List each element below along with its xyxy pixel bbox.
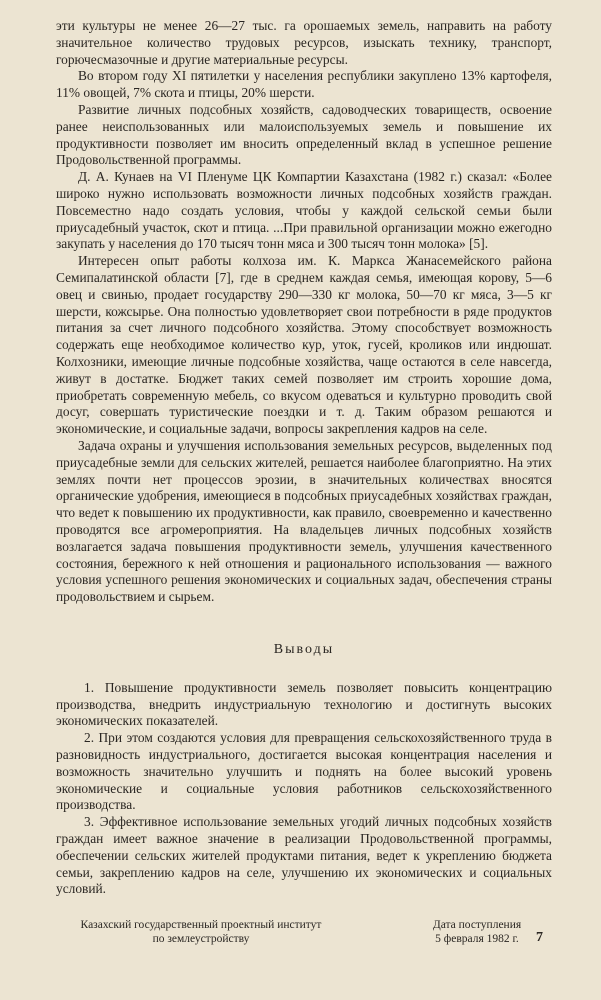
- paragraph-5: Интересен опыт работы колхоза им. К. Маркса Жанасемейского района Семипалатинской области [7], где в среднем каждая семья, имеющая корову, 5—6 овец и свинью, продает государству 290—330 кг молока, 50—70 кг мяса, 3—5 кг шерсти, кожсырье. Она полностью удовлетворяет свои потребности в ряде продуктов питания за счет личного подсобного хозяйства. Этому способствует возможность содержать еще необходимое количество кур, уток, гусей, кроликов или индюшат. Колхозники, имеющие личные подсобные хозяйства, чаще остаются в селе навсегда, живут в достатке. Бюджет таких семей позволяет им строить хорошие дома, приобретать современную мебель, со вкусом одеваться и культурно проводить свой досуг, совершать туристические поездки и т. д. Таким образом решаются и экономические, и социальные задачи, вопросы закрепления кадров на селе.: [56, 253, 552, 437]
- paragraph-2: Во втором году XI пятилетки у населения республики закуплено 13% картофеля, 11% овощей, 7% скота и птицы, 20% шерсти.: [56, 68, 552, 101]
- paragraph-3: Развитие личных подсобных хозяйств, садоводческих товариществ, освоение ранее неиспользованных или малоиспользуемых земель и повышение их продуктивности позволяет им вносить определенный вклад в успешное решение Продовольственной программы.: [56, 101, 552, 168]
- institution-line-1: Казахский государственный проектный институт: [80, 919, 322, 932]
- page-body: [56, 18, 552, 946]
- section-heading: Выводы: [273, 641, 335, 657]
- received-date: [412, 918, 552, 946]
- paragraph-6: Задача охраны и улучшения использования земельных ресурсов, выделенных под приусадебные земли для сельских жителей, решается наиболее благоприятно. На этих землях почти нет процессов эрозии, в значительных количествах вносятся органические удобрения, имеющиеся в подсобных приусадебных хозяйствах граждан, что ведет к повышению их продуктивности, как правило, своевременно и качественно проводятся все агромероприятия. На владельцев личных подсобных хозяйств возлагается задача повышения продуктивности земель, улучшения качественного состояния, бережного к ней отношения и рационального использования — важного условия успешного решения экономических и социальных задач, обеспечения страны продовольствием и сырьем.: [56, 437, 552, 605]
- paragraph-1: эти культуры не менее 26—27 тыс. га орошаемых земель, направить на работу значительное количество трудовых ресурсов, изыскать технику, транспорт, горючесмазочные и другие материальные ресурсы.: [56, 18, 552, 67]
- institution-line-2: по землеустройству: [152, 933, 250, 946]
- conclusion-3: 3. Эффективное использование земельных угодий личных подсобных хозяйств граждан имеет важное значение в реализации Продовольственной программы, обеспечении сельских жителей продуктами питания, ведет к укреплению бюджета семьи, закреплению кадров на селе, улучшению их экономических и социальных условий.: [56, 814, 552, 897]
- paragraph-4: Д. А. Кунаев на VI Пленуме ЦК Компартии Казахстана (1982 г.) сказал: «Более широко нужно использовать возможности личных подсобных хозяйств граждан. Повсеместно надо создать условия, чтобы у каждой сельской семьи были приусадебный участок, скот и птица. ...При правильной организации можно ежегодно закупать у населения до 170 тысяч тонн мяса и 300 тысяч тонн молока» [5].: [56, 169, 552, 252]
- conclusion-1: 1. Повышение продуктивности земель позволяет повысить концентрацию производства, внедрить индустриальную технологию и достигнуть высоких экономических показателей.: [56, 679, 552, 729]
- received-date-value: 5 февраля 1982 г.: [435, 933, 519, 946]
- conclusions-list: [56, 680, 552, 898]
- received-date-label: Дата поступления: [432, 919, 522, 932]
- conclusion-2: 2. При этом создаются условия для превращения сельскохозяйственного труда в разновидность индустриального, достигается высокая концентрация населения и возможность значительно улучшить и поднять на более высокий уровень экономические и социальные условия работников сельскохозяйственного производства.: [56, 730, 552, 813]
- article-footer: [56, 918, 552, 946]
- page-number: 7: [536, 930, 543, 945]
- institution: [56, 918, 346, 946]
